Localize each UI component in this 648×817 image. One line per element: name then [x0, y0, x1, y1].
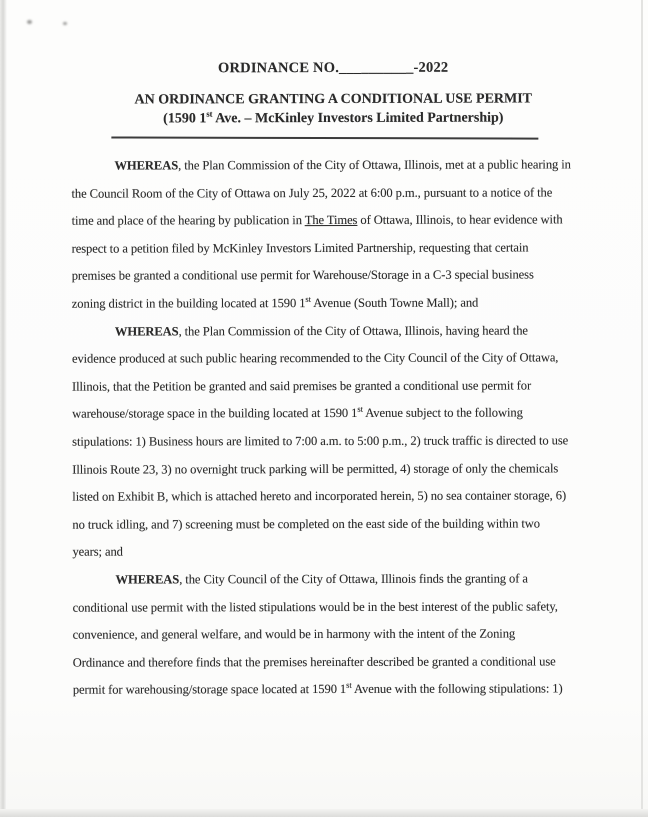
text-segment: Avenue with the following stipulations: 1)	[351, 681, 563, 697]
text-segment: Illinois, that the Petition be granted and said premises be granted a conditional use permit for	[71, 378, 532, 394]
text-segment: warehouse/storage space in the building located at 1590 1	[72, 406, 358, 422]
text-line	[72, 482, 596, 511]
text-segment: no truck idling, and 7) screening must be completed on the east side of the building within two	[72, 516, 540, 532]
paragraph	[71, 151, 595, 318]
paragraph	[72, 317, 597, 567]
scan-speck	[63, 22, 67, 25]
text-segment: Ordinance and therefore finds that the premises hereinafter described be granted a conditional use	[72, 654, 556, 670]
scan-edge-bottom	[0, 809, 648, 817]
scan-edge-left	[0, 0, 7, 817]
text-line	[72, 372, 596, 401]
text-line	[72, 510, 596, 539]
text-line	[73, 593, 597, 622]
text-segment: st	[206, 108, 213, 119]
text-line	[72, 289, 596, 318]
scan-speck	[27, 20, 32, 24]
text-segment: st	[305, 293, 311, 304]
text-segment: evidence produced at such public hearing recommended to the City Council of the City of Ottawa,	[71, 350, 559, 366]
text-segment: st	[346, 680, 352, 691]
text-segment: Avenue (South Towne Mall); and	[310, 295, 479, 311]
text-segment: WHEREAS	[114, 323, 179, 339]
text-segment: of Ottawa, Illinois, to hear evidence with	[357, 212, 563, 228]
text-segment: stipulations: 1) Business hours are limited to 7:00 a.m. to 5:00 p.m., 2) truck traffic is directed to use	[72, 433, 569, 449]
text-line	[72, 234, 596, 263]
text-line	[72, 317, 596, 346]
text-line	[71, 151, 595, 180]
text-segment: permit for warehousing/storage space located at 1590 1	[72, 682, 347, 697]
text-line	[72, 207, 596, 236]
text-segment: respect to a petition filed by McKinley Investors Limited Partnership, requesting that certain	[71, 240, 529, 256]
text-segment: AN ORDINANCE GRANTING A CONDITIONAL USE PERMIT	[134, 91, 533, 108]
text-segment: time and place of the hearing by publication in	[71, 213, 305, 228]
document-body	[71, 151, 596, 704]
text-line	[72, 400, 596, 429]
text-segment: conditional use permit with the listed stipulations would be in the best interest of the public safety,	[72, 598, 558, 615]
text-segment: Ave. – McKinley Investors Limited Partnership)	[212, 110, 504, 127]
text-segment: WHEREAS	[114, 158, 179, 173]
text-segment: (1590 1	[163, 111, 207, 127]
title-divider	[111, 136, 538, 139]
text-line	[72, 427, 596, 456]
text-line	[73, 648, 597, 677]
text-line	[73, 620, 597, 649]
ordinance-number-heading	[71, 59, 595, 77]
text-line	[72, 565, 596, 594]
text-segment: years; and	[72, 544, 123, 559]
text-segment: listed on Exhibit B, which is attached hereto and incorporated herein, 5) no sea container storage, 6)	[72, 488, 567, 504]
paragraph	[72, 565, 596, 704]
text-segment: , the City Council of the City of Ottawa, Illinois finds the granting of a	[179, 571, 528, 587]
ordinance-title-line1	[71, 89, 595, 109]
text-segment: Illinois Route 23, 3) no overnight truck parking will be permitted, 4) storage of only the chemicals	[72, 460, 559, 477]
scan-edge-right	[641, 0, 643, 817]
text-segment: , the Plan Commission of the City of Ottawa, Illinois, met at a public hearing in	[178, 157, 571, 173]
text-segment: , the Plan Commission of the City of Ottawa, Illinois, having heard the	[178, 323, 528, 338]
text-line	[72, 262, 596, 291]
text-segment: The Times	[304, 213, 358, 228]
text-segment: st	[357, 404, 363, 415]
text-line	[71, 179, 595, 208]
text-line	[72, 538, 596, 567]
text-line	[73, 676, 597, 705]
text-segment: zoning district in the building located at 1590 1	[71, 296, 306, 311]
text-segment: ORDINANCE NO.__________-2022	[217, 59, 449, 77]
text-segment: Avenue subject to the following	[362, 405, 523, 421]
text-line	[72, 455, 596, 484]
text-line	[72, 344, 596, 373]
text-segment: premises be granted a conditional use permit for Warehouse/Storage in a C-3 special business	[71, 267, 534, 284]
text-segment: WHEREAS	[115, 572, 180, 587]
text-segment: convenience, and general welfare, and would be in harmony with the intent of the Zoning	[72, 626, 516, 642]
text-segment: the Council Room of the City of Ottawa on July 25, 2022 at 6:00 p.m., pursuant to a notice of the	[71, 185, 553, 201]
ordinance-title-line2	[71, 108, 595, 128]
document-content	[71, 59, 597, 704]
